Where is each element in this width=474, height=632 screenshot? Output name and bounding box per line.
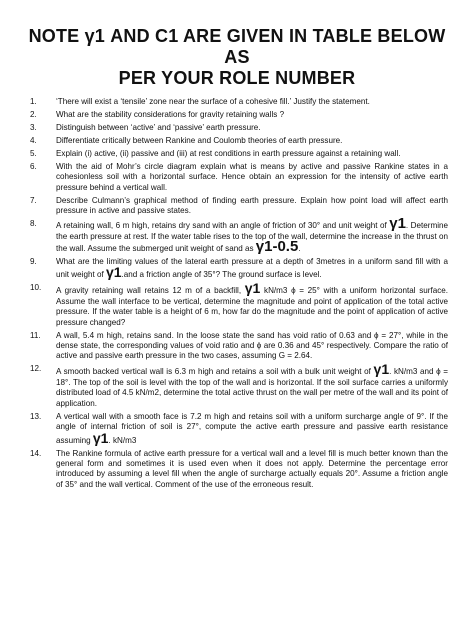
text-part: .and a friction angle of 35°? The ground surface is level. [121, 270, 322, 280]
question-number: 9. [30, 257, 37, 267]
text-part: . [298, 244, 301, 254]
text-part: . kN/m3 and ϕ = 18°. The top of the soil is level with the top of the wall and is horizontal. If the soil surface carries a uniformly distributed load of 4.5 kN/m2, determine the total active thrust on the wall per metre of the wall and its point of application. [56, 367, 448, 408]
question-list [26, 97, 448, 490]
question-text [56, 215, 448, 256]
gamma-symbol: γ1 [92, 429, 109, 446]
question-item [26, 196, 448, 217]
title-line-1: NOTE γ1 AND C1 ARE GIVEN IN TABLE BELOW AS [28, 26, 446, 67]
question-item [26, 97, 448, 107]
text-part: kN/m3 ϕ = 25° with a uniform horizontal surface. Assume the wall interface to be vertical, determine the magnitude and point of application of the total active pressure. If the water table is a height of 6 m, how far do the magnitude and the point of application of active pressure changed? [56, 286, 449, 327]
text-part: A vertical wall with a smooth face is 7.2 m high and retains soil with a uniform surcharge angle of 9°. If the angle of internal friction of soil is 27°, compute the active earth pressure and passive earth resistance assuming [56, 411, 448, 445]
question-number: 3. [30, 123, 37, 132]
question-item [26, 361, 448, 409]
question-item [26, 149, 448, 159]
question-item [26, 280, 449, 328]
question-item [26, 136, 448, 146]
question-number: 4. [30, 136, 37, 145]
text-part: What are the limiting values of the lateral earth pressure at a depth of 3metres in a uniform sand fill with a unit weight of [56, 257, 448, 280]
question-number: 5. [30, 149, 37, 158]
question-number: 12. [30, 364, 42, 374]
text-part: A gravity retaining wall retains 12 m of a backfill, [56, 286, 242, 296]
text-part: . kN/m3 [108, 435, 137, 445]
question-item [26, 449, 448, 491]
question-number: 2. [30, 110, 37, 119]
text-part: A retaining wall, 6 m high, retains dry sand with an angle of friction of 30° and unit weight of [56, 221, 387, 231]
gamma-symbol: γ1 [244, 280, 261, 297]
question-text: With the aid of Mohr’s circle diagram explain what is means by active and passive Rankine states in a cohesionless soil with a horizontal surface. Hence obtain an expression for the intensity of active earth pressure behind a vertical wall. [56, 162, 448, 192]
question-number: 14. [30, 448, 42, 458]
gamma-symbol: γ1 [105, 264, 122, 281]
question-item [26, 162, 448, 193]
question-text: Distinguish between ‘active’ and ‘passive’ earth pressure. [56, 123, 261, 132]
gamma-symbol: γ1-0.5 [255, 238, 299, 256]
question-text [56, 257, 448, 281]
question-item [26, 110, 448, 120]
question-number: 7. [30, 195, 37, 205]
question-text: Explain (i) active, (ii) passive and (iii) at rest conditions in earth pressure against a retaining wall. [56, 149, 401, 158]
question-number: 10. [30, 283, 42, 293]
question-number: 8. [30, 219, 37, 229]
page-title [26, 26, 448, 89]
question-item [26, 412, 448, 446]
question-number: 6. [30, 162, 37, 171]
gamma-symbol: γ1 [373, 361, 390, 378]
question-text: Describe Culmann’s graphical method of finding earth pressure. Explain how point load will affect earth pressure in active and passive states. [56, 195, 448, 216]
title-line-2: PER YOUR ROLE NUMBER [118, 68, 356, 88]
question-number: 11. [30, 330, 41, 340]
question-text: The Rankine formula of active earth pressure for a vertical wall and a level fill is much better known than the general form and sometimes it is used even when it does not apply. Determine the percentage error introduced by assuming a level fill when the angle of surcharge actually equals 20°. Assume a friction angle of 35° and the wall vertical. Comment of the use of the erroneous result. [56, 448, 448, 489]
question-item [26, 331, 448, 362]
question-text: A wall, 5.4 m high, retains sand. In the loose state the sand has void ratio of 0.63 and ϕ = 27°, while in the dense state, the corresponding values of void ratio and ϕ are 0.36 and 45° respectively. Compare the ratio of active and passive earth pressure in the two cases, assuming G = 2.64. [56, 330, 448, 361]
question-text: What are the stability considerations for gravity retaining walls ? [56, 110, 285, 119]
question-text: ‘There will exist a ‘tensile’ zone near the surface of a cohesive fill.’ Justify the statement. [56, 97, 370, 106]
question-number: 1. [30, 97, 37, 106]
question-text [56, 412, 448, 446]
question-number: 13. [30, 411, 42, 421]
text-part: A smooth backed vertical wall is 6.3 m high and retains a soil with a bulk unit weight of [56, 367, 371, 377]
question-text [56, 361, 448, 409]
question-item [26, 257, 448, 281]
question-text: Differentiate critically between Rankine and Coulomb theories of earth pressure. [56, 136, 343, 145]
gamma-symbol: γ1 [389, 215, 406, 233]
question-item [26, 215, 448, 256]
question-text [56, 280, 449, 328]
question-item [26, 123, 448, 133]
text-part: . Determine the earth pressure at rest. If the water table rises to the top of the wall, determine the increase in the thrust on the wall. Assume the submerged unit weight of sand as [56, 221, 448, 254]
